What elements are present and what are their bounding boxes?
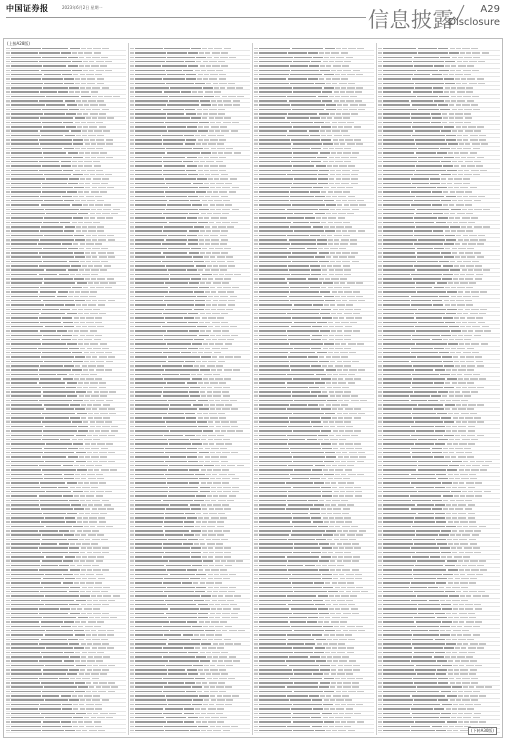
disclosure-tables [3,38,503,738]
newspaper-masthead: 中国证券报 [6,3,49,13]
table-row [6,729,126,733]
table-column-4 [378,47,500,737]
section-title: 信息披露 [368,8,454,32]
page-header [0,0,506,36]
table-row [254,729,374,733]
column-divider [252,43,253,735]
continued-tag: (下转A30版) [468,727,497,735]
publication-date: 2023年6月2日 星期一 [62,5,103,10]
table-row [130,729,250,733]
page-number: A29 [480,4,500,15]
header-rule [6,17,366,18]
column-divider [128,43,129,735]
column-divider [376,43,377,735]
table-column-3 [254,47,374,737]
table-column-2 [130,47,250,737]
continuation-label: (上接A28版) [7,41,30,46]
table-column-1 [6,47,126,737]
section-title-english: Disclosure [448,17,500,28]
